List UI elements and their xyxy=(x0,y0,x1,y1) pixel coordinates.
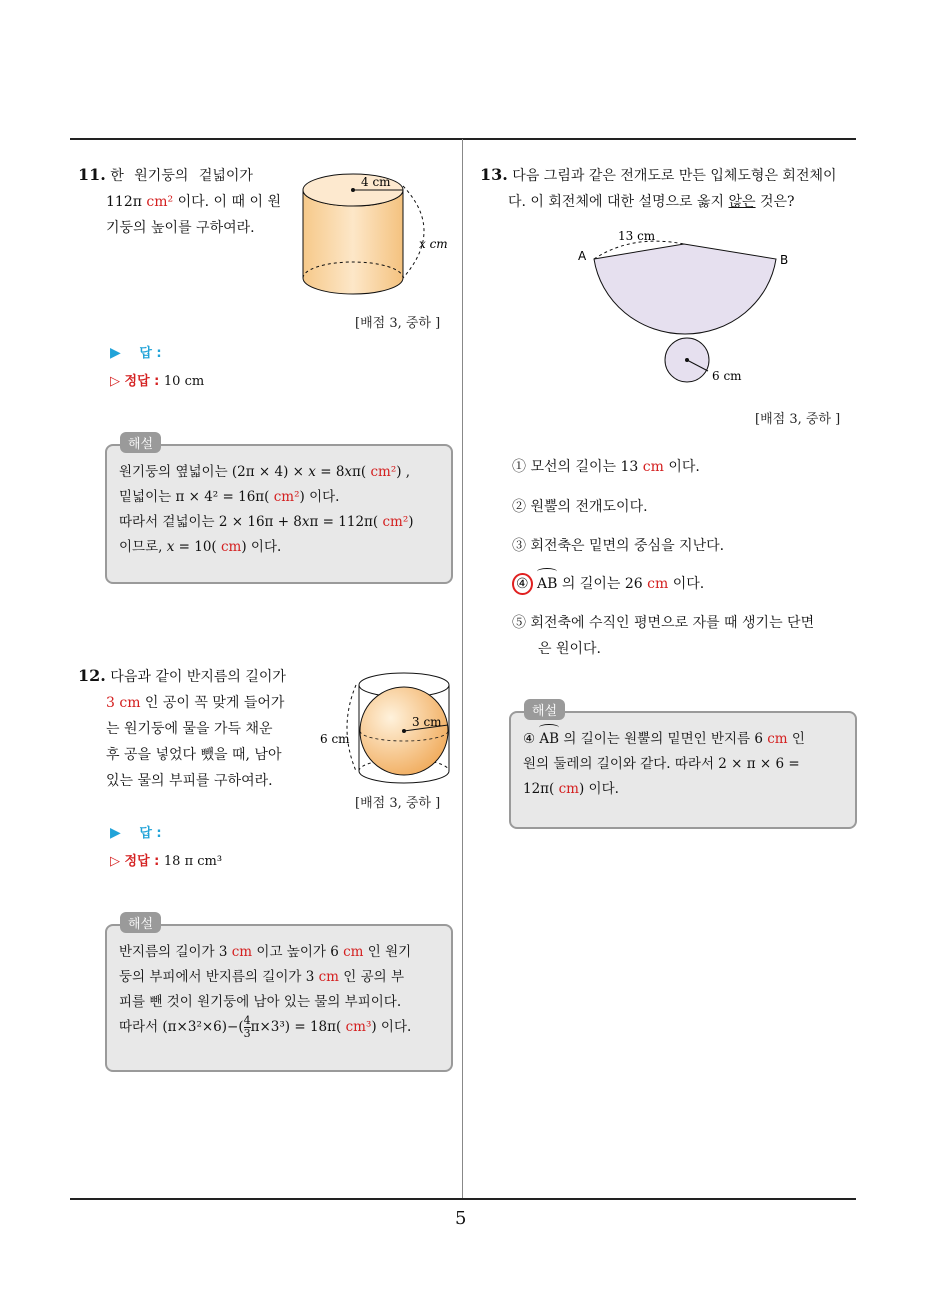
sphere-in-cylinder-figure xyxy=(318,665,460,795)
correct-choice-circle: ④ xyxy=(512,573,533,595)
answer-label: 답 : xyxy=(139,826,162,841)
choice-4[interactable]: ④ AB 의 길이는 26 cm 이다. xyxy=(512,571,704,597)
area-unit: cm² xyxy=(146,194,174,210)
cylinder-figure xyxy=(295,160,460,320)
question-13: 13. 다음 그림과 같은 전개도로 만든 입체도형은 회전체이 다. 이 회전체에 대한 설명으로 옳지 않은 것은? xyxy=(480,165,837,210)
question-text-line5: 있는 물의 부피를 구하여라. xyxy=(106,773,273,789)
solution-box xyxy=(509,711,857,829)
point-a-label: A xyxy=(578,249,587,263)
top-rule xyxy=(70,138,856,140)
radius-label: 4 cm xyxy=(361,175,391,189)
point-b-label: B xyxy=(780,253,789,267)
page-number: 5 xyxy=(455,1208,467,1229)
correct-value: 10 cm xyxy=(163,374,205,389)
question-text-line1: 다음 그림과 같은 전개도로 만든 입체도형은 회전체이 xyxy=(512,168,837,184)
radius-label: 3 cm xyxy=(412,715,442,729)
solution-line-1: 반지름의 길이가 3 cm 이고 높이가 6 cm 인 원기 xyxy=(119,944,412,960)
solution-line-4: 따라서 (π×3²×6)−( $\frac{4}{3}$ π×3³) = 18π( cm³) 이다. xyxy=(119,1014,412,1040)
score-meta: [배점 3, 중하 ] xyxy=(355,316,441,331)
question-text-line4: 후 공을 넣었다 뺐을 때, 남아 xyxy=(106,747,282,763)
solution-box xyxy=(105,444,453,584)
question-12: 12. 다음과 같이 반지름의 길이가 3 cm 인 공이 꼭 맞게 들어가 는 원기둥에 물을 가득 채운 후 공을 넣었다 뺐을 때, 남아 있는 물의 부피를 구하여라. xyxy=(78,663,303,794)
choice-5[interactable]: ⑤ 회전축에 수직인 평면으로 자를 때 생기는 단면 xyxy=(512,615,815,631)
question-text-line1: 다음과 같이 반지름의 길이가 xyxy=(110,669,286,685)
answer-label: 답 : xyxy=(139,346,162,361)
solution-line-3: 12π( cm) 이다. xyxy=(523,781,619,797)
cone-net-figure xyxy=(572,226,802,396)
answer-row xyxy=(110,342,162,361)
answer-row xyxy=(110,822,162,841)
choice-2[interactable]: ② 원뿔의 전개도이다. xyxy=(512,499,648,515)
question-text-line2: 이다. 이 때 이 원 xyxy=(173,194,281,210)
question-text-line3: 기둥의 높이를 구하여라. xyxy=(106,220,255,236)
play-icon: ▶ xyxy=(110,825,121,841)
solution-box xyxy=(105,924,453,1072)
correct-answer-row xyxy=(110,850,222,869)
question-number: 11. xyxy=(78,165,106,184)
choice-1[interactable]: ① 모선의 길이는 13 cm 이다. xyxy=(512,459,700,475)
solution-line-2: 둥의 부피에서 반지름의 길이가 3 cm 인 공의 부 xyxy=(119,969,404,985)
solution-tab: 해설 xyxy=(120,912,161,933)
correct-label: 정답 : xyxy=(124,374,160,389)
solution-line-1: ④ AB 의 길이는 원뿔의 밑면인 반지름 6 cm 인 xyxy=(523,727,843,752)
play-icon: ▶ xyxy=(110,345,121,361)
bottom-rule xyxy=(70,1198,856,1200)
column-divider xyxy=(462,139,463,1199)
correct-answer-row xyxy=(110,370,204,389)
score-meta: [배점 3, 중하 ] xyxy=(355,796,441,811)
question-text-line3: 는 원기둥에 물을 가득 채운 xyxy=(106,721,273,737)
question-text-line1: 한 원기둥의 겉넓이가 xyxy=(110,168,253,184)
height-label: 6 cm xyxy=(320,732,350,746)
question-number: 13. xyxy=(480,165,508,184)
choice-5-continued: 은 원이다. xyxy=(538,641,601,657)
question-number: 12. xyxy=(78,666,106,685)
solution-line-3: 따라서 겉넓이는 2 × 16π + 8xπ = 112π( cm²) xyxy=(119,514,414,530)
solution-line-3: 피를 뺀 것이 원기둥에 남아 있는 물의 부피이다. xyxy=(119,994,402,1010)
choice-3[interactable]: ③ 회전축은 밑면의 중심을 지난다. xyxy=(512,538,725,554)
outline-triangle-icon: ▷ xyxy=(110,374,120,389)
question-11 xyxy=(78,162,298,241)
height-label: x cm xyxy=(419,237,448,251)
area-value: 112π xyxy=(106,194,142,210)
solution-line-4: 이므로, x = 10( cm) 이다. xyxy=(119,539,282,555)
radius-label: 6 cm xyxy=(712,369,742,383)
solution-line-2: 밑넓이는 π × 4² = 16π( cm²) 이다. xyxy=(119,489,340,505)
solution-tab: 해설 xyxy=(524,699,565,720)
outline-triangle-icon: ▷ xyxy=(110,854,120,869)
correct-value: 18 π cm³ xyxy=(163,854,223,869)
solution-line-2: 원의 둘레의 길이와 같다. 따라서 2 × π × 6 = xyxy=(523,756,800,772)
solution-tab: 해설 xyxy=(120,432,161,453)
correct-label: 정답 : xyxy=(124,854,160,869)
slant-label: 13 cm xyxy=(618,229,656,243)
solution-line-1: 원기둥의 옆넓이는 (2π × 4) × x = 8xπ( cm²) , xyxy=(119,464,411,480)
score-meta: [배점 3, 중하 ] xyxy=(755,412,841,427)
